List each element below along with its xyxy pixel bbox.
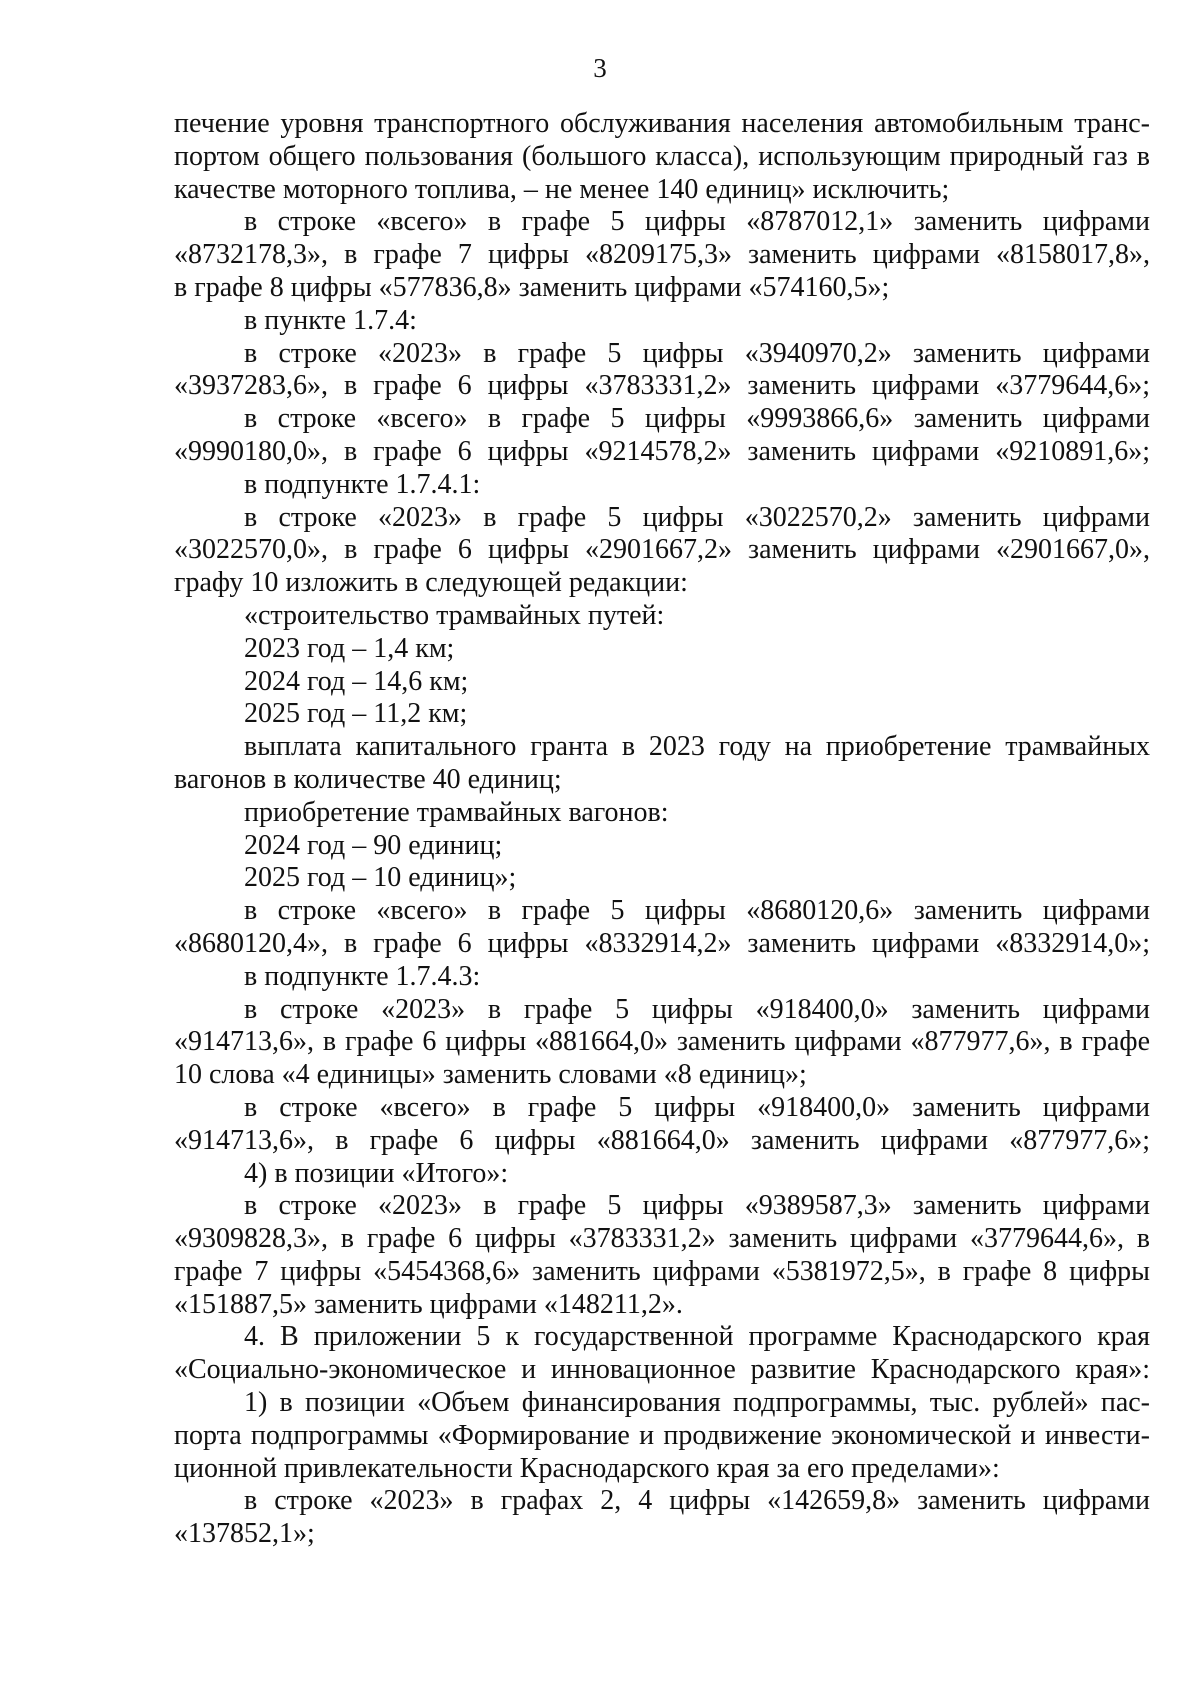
text-line: качестве моторного топлива, – не менее 140 единиц» исключить; <box>174 173 950 205</box>
text-line: в строке «2023» в графе 5 цифры «918400,0» заменить цифрами <box>244 993 1150 1025</box>
document-body <box>174 108 1150 1551</box>
text-line: «Социально-экономическое и инновационное развитие Краснодарского края»: <box>174 1354 1150 1386</box>
text-line: «3937283,6», в графе 6 цифры «3783331,2» заменить цифрами «3779644,6»; <box>174 370 1150 402</box>
text-line: портом общего пользования (большого класса), использующим природный газ в <box>174 140 1150 172</box>
text-line: в строке «всего» в графе 5 цифры «8680120,6» заменить цифрами <box>244 895 1150 927</box>
text-line: печение уровня транспортного обслуживания населения автомобильным транс- <box>174 108 1150 139</box>
text-line: в строке «всего» в графе 5 цифры «8787012,1» заменить цифрами <box>244 206 1150 238</box>
text-line: в строке «всего» в графе 5 цифры «918400,0» заменить цифрами <box>244 1091 1150 1123</box>
text-line: «3022570,0», в графе 6 цифры «2901667,2» заменить цифрами «2901667,0», <box>174 534 1150 566</box>
text-line: вагонов в количестве 40 единиц; <box>174 763 562 795</box>
text-line: 4. В приложении 5 к государственной программе Краснодарского края <box>244 1321 1150 1353</box>
text-line: в пункте 1.7.4: <box>244 304 417 336</box>
text-line: в подпункте 1.7.4.3: <box>244 960 481 992</box>
text-line: 2025 год – 10 единиц»; <box>244 862 517 894</box>
text-line: «8680120,4», в графе 6 цифры «8332914,2» заменить цифрами «8332914,0»; <box>174 927 1150 959</box>
page-number: 3 <box>593 53 607 83</box>
text-line: 1) в позиции «Объем финансирования подпрограммы, тыс. рублей» пас- <box>244 1387 1150 1419</box>
text-line: ционной привлекательности Краснодарского края за его пределами»: <box>174 1452 1000 1484</box>
text-line: 2023 год – 1,4 км; <box>244 632 455 664</box>
text-line: 2024 год – 14,6 км; <box>244 665 469 697</box>
text-line: выплата капитального гранта в 2023 году на приобретение трамвайных <box>244 731 1150 763</box>
text-line: 2024 год – 90 единиц; <box>244 829 503 861</box>
text-line: в графе 8 цифры «577836,8» заменить цифрами «574160,5»; <box>174 271 890 303</box>
text-line: 4) в позиции «Итого»: <box>244 1157 509 1189</box>
text-line: графу 10 изложить в следующей редакции: <box>174 567 688 599</box>
text-line: порта подпрограммы «Формирование и продвижение экономической и инвести- <box>174 1419 1150 1451</box>
text-line: 10 слова «4 единицы» заменить словами «8 единиц»; <box>174 1059 807 1091</box>
text-line: в строке «2023» в графе 5 цифры «3022570,2» заменить цифрами <box>244 501 1150 533</box>
text-line: приобретение трамвайных вагонов: <box>244 796 669 828</box>
text-line: «914713,6», в графе 6 цифры «881664,0» заменить цифрами «877977,6»; <box>174 1124 1150 1156</box>
text-line: в строке «2023» в графах 2, 4 цифры «142659,8» заменить цифрами <box>244 1485 1150 1517</box>
text-line: «151887,5» заменить цифрами «148211,2». <box>174 1288 683 1320</box>
text-line: в подпункте 1.7.4.1: <box>244 468 481 500</box>
text-line: графе 7 цифры «5454368,6» заменить цифрами «5381972,5», в графе 8 цифры <box>174 1255 1150 1287</box>
text-line: «914713,6», в графе 6 цифры «881664,0» заменить цифрами «877977,6», в графе <box>174 1026 1150 1058</box>
text-line: в строке «всего» в графе 5 цифры «9993866,6» заменить цифрами <box>244 403 1150 435</box>
text-line: «8732178,3», в графе 7 цифры «8209175,3» заменить цифрами «8158017,8», <box>174 239 1150 271</box>
text-line: 2025 год – 11,2 км; <box>244 698 468 730</box>
text-line: «9990180,0», в графе 6 цифры «9214578,2» заменить цифрами «9210891,6»; <box>174 435 1150 467</box>
text-line: «9309828,3», в графе 6 цифры «3783331,2» заменить цифрами «3779644,6», в <box>174 1223 1150 1255</box>
text-line: в строке «2023» в графе 5 цифры «3940970,2» заменить цифрами <box>244 337 1150 369</box>
text-line: «137852,1»; <box>174 1518 315 1550</box>
text-line: «строительство трамвайных путей: <box>244 599 665 631</box>
text-line: в строке «2023» в графе 5 цифры «9389587,3» заменить цифрами <box>244 1190 1150 1222</box>
